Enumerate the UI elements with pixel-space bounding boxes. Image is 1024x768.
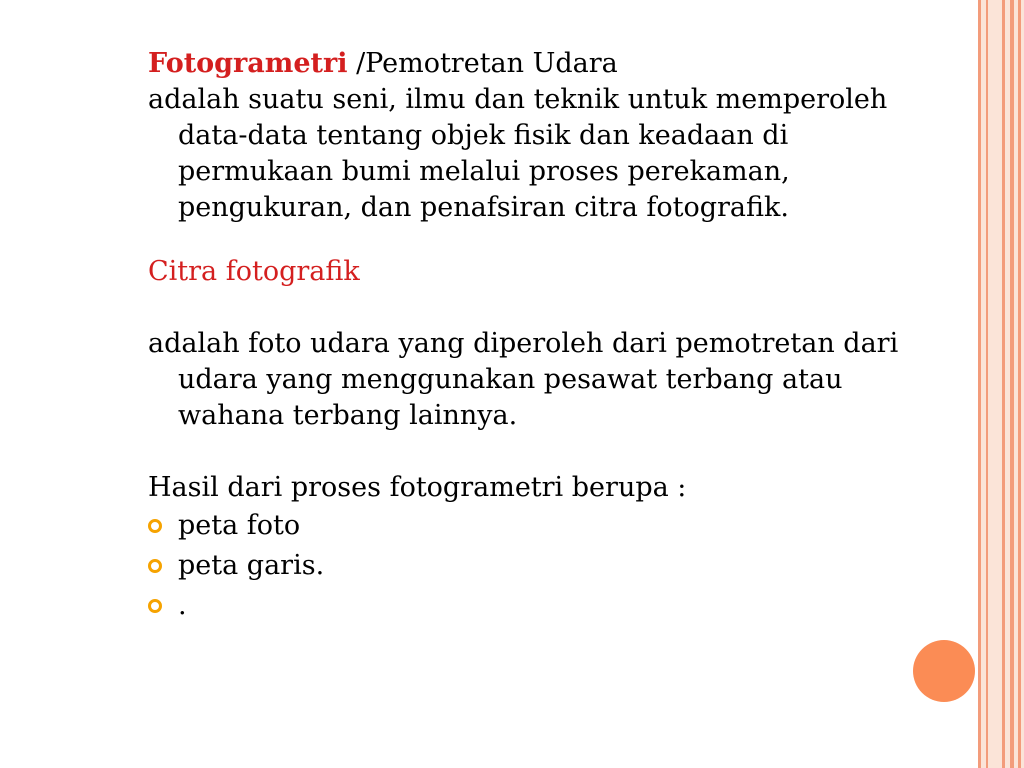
circle-bullet-icon (148, 559, 162, 573)
title-rest: /Pemotretan Udara (347, 48, 618, 79)
decorative-stripes (978, 0, 1024, 768)
subheading: Citra fotografik (148, 256, 360, 287)
stripe-line (1010, 0, 1014, 768)
circle-bullet-icon (148, 599, 162, 613)
stripe-line (986, 0, 988, 768)
list-item (148, 546, 948, 586)
stripe-line (1018, 0, 1021, 768)
slide-content (148, 46, 948, 626)
stripe-line (978, 0, 981, 768)
title-term: Fotogrametri (148, 48, 348, 79)
list-item-text: . (178, 590, 187, 621)
slide-title (148, 46, 948, 82)
stripe-line (1002, 0, 1005, 768)
list-item (148, 586, 948, 626)
list-item (148, 506, 948, 546)
results-intro: Hasil dari proses fotogrametri berupa : (148, 472, 687, 503)
definition-1: adalah suatu seni, ilmu dan teknik untuk memperoleh data-data tentang objek fisik dan keadaan di permukaan bumi melalui proses perekaman, pengukuran, dan penafsiran citra fotografik. (148, 84, 888, 223)
list-item-text: peta foto (178, 510, 301, 541)
decorative-circle-icon (913, 640, 975, 702)
definition-2: adalah foto udara yang diperoleh dari pemotretan dari udara yang menggunakan pesawat terbang atau wahana terbang lainnya. (148, 328, 899, 431)
list-item-text: peta garis. (178, 550, 325, 581)
circle-bullet-icon (148, 519, 162, 533)
